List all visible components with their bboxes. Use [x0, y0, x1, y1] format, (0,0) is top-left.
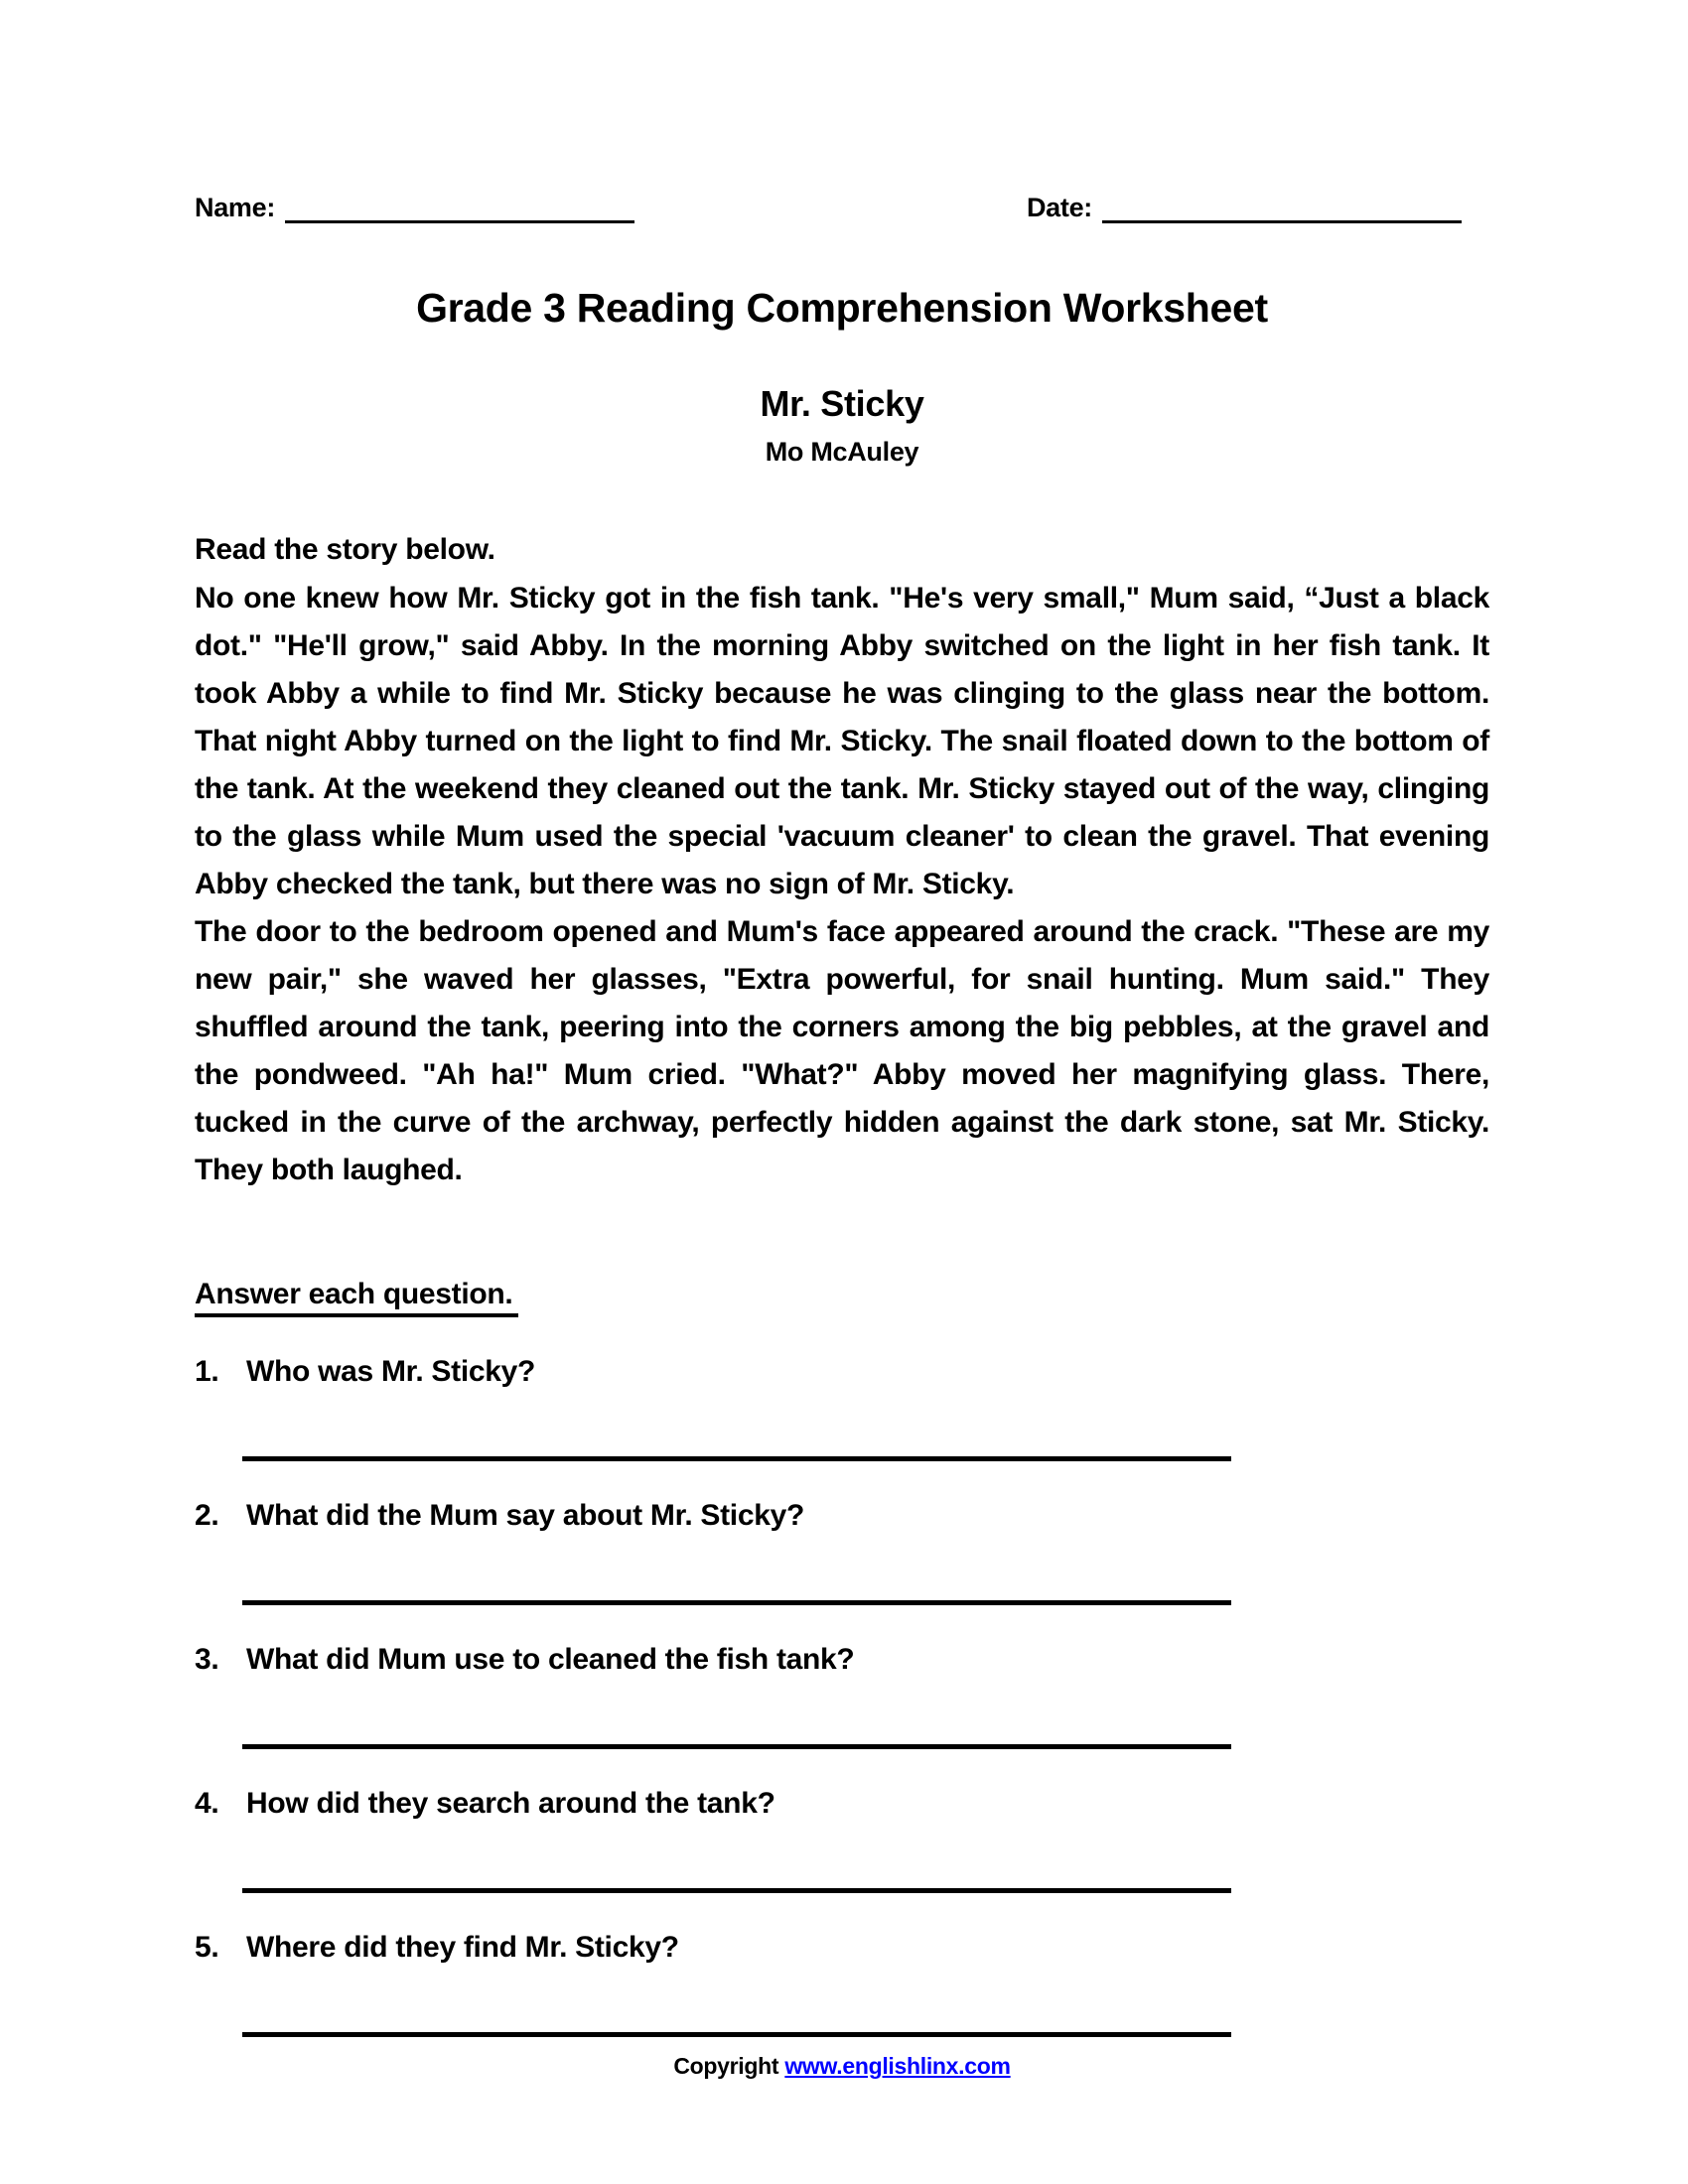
- date-label: Date:: [1026, 193, 1092, 222]
- question-2-number: 2.: [195, 1499, 219, 1532]
- story-author: Mo McAuley: [765, 437, 919, 467]
- answer-instruction: Answer each question.: [195, 1278, 518, 1317]
- question-5-number: 5.: [195, 1931, 219, 1964]
- answer-line-1[interactable]: [242, 1456, 1231, 1461]
- name-label: Name:: [195, 193, 276, 222]
- question-4-text: How did they search around the tank?: [246, 1787, 775, 1820]
- date-field: [1027, 191, 1489, 223]
- meta-row: [195, 191, 1489, 223]
- date-blank-line[interactable]: [1102, 191, 1462, 223]
- answer-line-5[interactable]: [242, 2032, 1231, 2037]
- question-2-text: What did the Mum say about Mr. Sticky?: [246, 1499, 804, 1532]
- question-1: [195, 1355, 1489, 1389]
- question-4: [195, 1787, 1489, 1821]
- question-5-text: Where did they find Mr. Sticky?: [246, 1931, 679, 1964]
- answer-line-4[interactable]: [242, 1888, 1231, 1893]
- question-3-text: What did Mum use to cleaned the fish tank?: [246, 1643, 855, 1676]
- answer-heading-wrap: [195, 1278, 1489, 1317]
- read-instruction: Read the story below.: [195, 533, 495, 566]
- name-field: [195, 191, 634, 223]
- question-4-number: 4.: [195, 1787, 219, 1820]
- copyright-label: Copyright: [673, 2053, 779, 2079]
- question-5: [195, 1931, 1489, 1965]
- englishlinx-link[interactable]: www.englishlinx.com: [784, 2053, 1011, 2079]
- page-title: Grade 3 Reading Comprehension Worksheet: [416, 285, 1268, 331]
- story-paragraph-1: No one knew how Mr. Sticky got in the fish tank. "He's very small," Mum said, “Just a black dot." "He'll grow," said Abby. In the morning Abby switched on the light in her fish tank. It took Abby a while to find Mr. Sticky because he was clinging to the glass near the bottom. That night Abby turned on the light to find Mr. Sticky. The snail floated down to the bottom of the tank. At the weekend they cleaned out the tank. Mr. Sticky stayed out of the way, clinging to the glass while Mum used the special 'vacuum cleaner' to clean the gravel. That evening Abby checked the tank, but there was no sign of Mr. Sticky.: [195, 582, 1489, 900]
- question-2: [195, 1499, 1489, 1533]
- answer-line-2[interactable]: [242, 1600, 1231, 1605]
- question-1-text: Who was Mr. Sticky?: [246, 1355, 536, 1388]
- story-paragraph-2: The door to the bedroom opened and Mum's face appeared around the crack. "These are my new pair," she waved her glasses, "Extra powerful, for snail hunting. Mum said." They shuffled around the tank, peering into the corners among the big pebbles, at the gravel and the pondweed. "Ah ha!" Mum cried. "What?" Abby moved her magnifying glass. There, tucked in the curve of the archway, perfectly hidden against the dark stone, sat Mr. Sticky. They both laughed.: [195, 915, 1489, 1186]
- question-3: [195, 1643, 1489, 1677]
- answer-line-3[interactable]: [242, 1744, 1231, 1749]
- question-3-number: 3.: [195, 1643, 219, 1676]
- question-1-number: 1.: [195, 1355, 219, 1388]
- name-blank-line[interactable]: [285, 191, 634, 223]
- story-title: Mr. Sticky: [760, 383, 924, 424]
- footer: [195, 2053, 1489, 2080]
